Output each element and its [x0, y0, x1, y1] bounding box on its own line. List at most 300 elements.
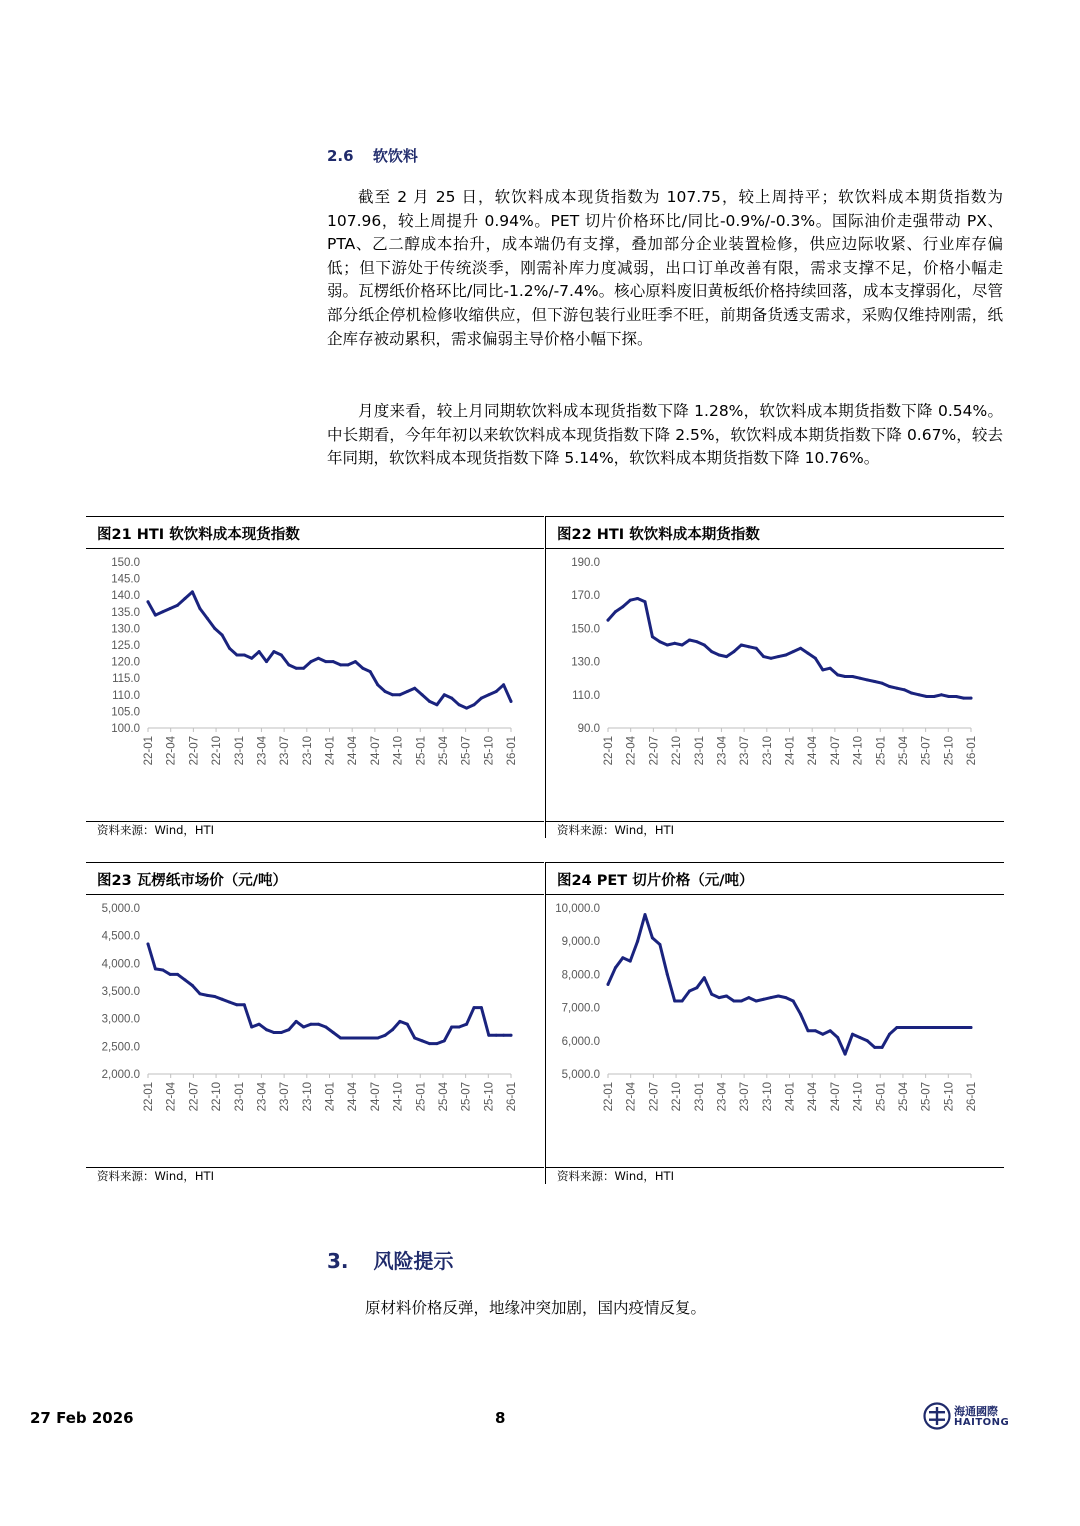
- data-point: [666, 644, 669, 647]
- data-point: [258, 1023, 261, 1026]
- x-tick-label: 24-07: [829, 1082, 842, 1112]
- y-tick-label: 145.0: [111, 573, 140, 586]
- data-point: [510, 700, 513, 703]
- data-point: [777, 995, 780, 998]
- y-tick-label: 5,000.0: [561, 1069, 600, 1081]
- data-point: [339, 1037, 342, 1040]
- y-tick-label: 150.0: [571, 623, 600, 636]
- x-tick-label: 23-01: [233, 736, 246, 766]
- x-tick-label: 25-04: [897, 736, 910, 766]
- data-point: [770, 657, 773, 660]
- y-tick-label: 90.0: [577, 723, 600, 735]
- data-point: [391, 1028, 394, 1031]
- x-tick-label: 24-07: [829, 736, 842, 766]
- data-point: [339, 663, 342, 666]
- data-point: [814, 1029, 817, 1032]
- data-point: [191, 984, 194, 987]
- data-point: [161, 610, 164, 613]
- data-point: [888, 685, 891, 688]
- data-point: [940, 693, 943, 696]
- data-point: [688, 639, 691, 642]
- y-tick-label: 10,000.0: [555, 903, 600, 915]
- data-point: [176, 973, 179, 976]
- data-point: [688, 990, 691, 993]
- figure-source: 资料来源：Wind，HTI: [97, 823, 214, 837]
- line-chart: [86, 900, 544, 1166]
- data-point: [895, 687, 898, 690]
- data-point: [933, 695, 936, 698]
- data-point: [502, 683, 505, 686]
- x-tick-label: 26-01: [506, 1082, 518, 1112]
- x-tick-label: 26-01: [966, 1082, 978, 1112]
- x-tick-label: 23-07: [739, 736, 752, 766]
- data-point: [458, 703, 461, 706]
- figure-24: [545, 862, 1004, 1184]
- data-point: [925, 1026, 928, 1029]
- x-tick-label: 24-01: [784, 1082, 797, 1112]
- data-point: [154, 967, 157, 970]
- data-point: [376, 1037, 379, 1040]
- x-tick-label: 23-07: [279, 736, 292, 766]
- x-tick-label: 25-10: [483, 1082, 496, 1112]
- x-tick-label: 24-04: [347, 736, 360, 766]
- data-point: [851, 675, 854, 678]
- data-point: [614, 610, 617, 613]
- data-point: [458, 1026, 461, 1029]
- x-tick-label: 22-07: [188, 1082, 201, 1112]
- figure-header: [546, 862, 1004, 895]
- x-tick-label: 22-04: [165, 736, 178, 766]
- y-tick-label: 190.0: [571, 557, 600, 569]
- x-tick-label: 23-10: [301, 1082, 314, 1112]
- data-point: [154, 614, 157, 617]
- data-point: [740, 1000, 743, 1003]
- line-chart: [546, 900, 1004, 1166]
- data-point: [970, 1026, 973, 1029]
- x-tick-label: 22-04: [165, 1082, 178, 1112]
- data-point: [317, 1023, 320, 1026]
- data-point: [873, 1046, 876, 1049]
- y-tick-label: 105.0: [111, 706, 140, 719]
- y-tick-label: 110.0: [112, 689, 140, 702]
- data-point: [903, 688, 906, 691]
- data-point: [398, 693, 401, 696]
- data-point: [695, 986, 698, 989]
- data-point: [918, 693, 921, 696]
- data-point: [895, 1026, 898, 1029]
- x-tick-label: 25-10: [483, 736, 496, 766]
- data-point: [762, 655, 765, 658]
- data-point: [324, 660, 327, 663]
- y-tick-label: 9,000.0: [561, 936, 600, 949]
- y-tick-label: 130.0: [571, 656, 600, 669]
- data-point: [799, 647, 802, 650]
- y-tick-label: 135.0: [111, 606, 140, 619]
- figure-row: [86, 862, 1003, 1184]
- data-point: [228, 1001, 231, 1004]
- data-point: [770, 996, 773, 999]
- data-point: [873, 680, 876, 683]
- x-tick-label: 24-10: [392, 1082, 405, 1112]
- x-tick-label: 23-07: [279, 1082, 292, 1112]
- data-point: [272, 650, 275, 653]
- data-point: [933, 1026, 936, 1029]
- data-point: [317, 657, 320, 660]
- data-point: [725, 655, 728, 658]
- page-number: 8: [495, 1409, 506, 1427]
- data-point: [280, 654, 283, 657]
- x-tick-label: 26-01: [506, 736, 518, 766]
- data-point: [213, 627, 216, 630]
- x-tick-label: 23-04: [716, 736, 729, 766]
- data-point: [718, 654, 721, 657]
- data-point: [369, 670, 372, 673]
- x-tick-label: 25-07: [920, 736, 933, 766]
- x-tick-label: 24-04: [807, 736, 820, 766]
- data-point: [443, 1039, 446, 1042]
- data-point: [658, 943, 661, 946]
- data-point: [621, 956, 624, 959]
- data-point: [435, 1042, 438, 1045]
- data-point: [644, 600, 647, 603]
- data-point: [673, 1000, 676, 1003]
- y-tick-label: 3,000.0: [101, 1013, 140, 1026]
- data-point: [450, 697, 453, 700]
- x-tick-label: 22-10: [671, 1082, 684, 1112]
- series-line: [608, 915, 971, 1055]
- data-point: [725, 995, 728, 998]
- logo-text-en: HAITONG: [954, 1417, 1010, 1428]
- x-tick-label: 25-01: [415, 1082, 428, 1112]
- x-tick-label: 23-10: [301, 736, 314, 766]
- data-point: [955, 1026, 958, 1029]
- series-line: [148, 944, 511, 1044]
- y-tick-label: 130.0: [111, 623, 140, 636]
- x-tick-label: 25-10: [943, 1082, 956, 1112]
- data-point: [413, 1037, 416, 1040]
- y-tick-label: 120.0: [111, 656, 140, 669]
- data-point: [955, 695, 958, 698]
- data-point: [243, 1003, 246, 1006]
- data-point: [962, 1026, 965, 1029]
- data-point: [413, 687, 416, 690]
- figure-23: [86, 862, 544, 1184]
- data-point: [169, 607, 172, 610]
- figure-header: [546, 516, 1004, 549]
- x-tick-label: 25-01: [875, 1082, 888, 1112]
- data-point: [450, 1026, 453, 1029]
- data-point: [287, 663, 290, 666]
- data-point: [243, 654, 246, 657]
- data-point: [280, 1031, 283, 1034]
- data-point: [221, 998, 224, 1001]
- data-point: [710, 650, 713, 653]
- data-point: [421, 693, 424, 696]
- data-point: [369, 1037, 372, 1040]
- figure-22: [545, 516, 1004, 838]
- data-point: [176, 604, 179, 607]
- x-tick-label: 25-04: [437, 736, 450, 766]
- data-point: [384, 1034, 387, 1037]
- data-point: [962, 697, 965, 700]
- figure-title: 图24 PET 切片价格（元/吨）: [557, 873, 754, 889]
- data-point: [881, 1046, 884, 1049]
- data-point: [324, 1026, 327, 1029]
- x-tick-label: 24-04: [807, 1082, 820, 1112]
- y-tick-label: 140.0: [111, 590, 140, 603]
- x-tick-label: 23-04: [256, 736, 269, 766]
- data-point: [821, 668, 824, 671]
- data-point: [295, 667, 298, 670]
- data-point: [465, 1023, 468, 1026]
- data-point: [718, 996, 721, 999]
- risk-title: 风险提示: [373, 1249, 454, 1273]
- data-point: [169, 973, 172, 976]
- series-line: [608, 599, 971, 699]
- y-tick-label: 100.0: [111, 723, 140, 735]
- x-tick-label: 24-07: [369, 736, 382, 766]
- y-tick-label: 2,000.0: [101, 1069, 140, 1081]
- data-point: [918, 1026, 921, 1029]
- data-point: [310, 660, 313, 663]
- data-point: [198, 607, 201, 610]
- data-point: [755, 647, 758, 650]
- data-point: [332, 660, 335, 663]
- x-tick-label: 22-01: [603, 1082, 615, 1112]
- y-tick-label: 115.0: [112, 673, 140, 686]
- data-point: [473, 703, 476, 706]
- x-tick-label: 24-01: [324, 1082, 337, 1112]
- figure-source: 资料来源：Wind，HTI: [557, 823, 674, 837]
- data-point: [235, 1003, 238, 1006]
- data-point: [347, 663, 350, 666]
- data-point: [636, 940, 639, 943]
- data-point: [302, 1026, 305, 1029]
- data-point: [666, 973, 669, 976]
- data-point: [206, 617, 209, 620]
- series-line: [148, 592, 511, 708]
- figure-title: 图22 HTI 软饮料成本期货指数: [557, 527, 760, 543]
- data-point: [228, 647, 231, 650]
- data-point: [829, 1029, 832, 1032]
- x-tick-label: 23-04: [716, 1082, 729, 1112]
- data-point: [376, 683, 379, 686]
- haitong-logo: [923, 1402, 1013, 1432]
- data-point: [465, 707, 468, 710]
- x-tick-label: 22-10: [671, 736, 684, 766]
- x-tick-label: 22-01: [143, 1082, 155, 1112]
- data-point: [354, 660, 357, 663]
- data-point: [799, 1013, 802, 1016]
- figure-source: 资料来源：Wind，HTI: [97, 1169, 214, 1183]
- x-tick-label: 22-10: [211, 736, 224, 766]
- data-point: [213, 995, 216, 998]
- x-tick-label: 25-07: [920, 1082, 933, 1112]
- data-point: [777, 655, 780, 658]
- data-point: [695, 640, 698, 643]
- x-tick-label: 26-01: [966, 736, 978, 766]
- y-tick-label: 2,500.0: [101, 1041, 140, 1054]
- data-point: [821, 1033, 824, 1036]
- x-tick-label: 22-04: [625, 736, 638, 766]
- x-tick-label: 22-07: [188, 736, 201, 766]
- figure-row: [86, 516, 1003, 838]
- section-title: 软饮料: [372, 147, 418, 165]
- data-point: [428, 700, 431, 703]
- figure-header: [86, 516, 544, 549]
- y-tick-label: 150.0: [111, 557, 140, 569]
- data-point: [858, 1036, 861, 1039]
- data-point: [681, 1000, 684, 1003]
- data-point: [265, 1028, 268, 1031]
- data-point: [792, 1000, 795, 1003]
- data-point: [302, 667, 305, 670]
- risk-number: 3.: [327, 1249, 349, 1273]
- x-tick-label: 23-10: [761, 1082, 774, 1112]
- data-point: [295, 1020, 298, 1023]
- data-point: [866, 1039, 869, 1042]
- data-point: [673, 642, 676, 645]
- data-point: [347, 1037, 350, 1040]
- paragraph: 截至 2 月 25 日，软饮料成本现货指数为 107.75，较上周持平；软饮料成本期货指数为 107.96，较上周提升 0.94%。PET 切片价格环比/同比-0.9%/-0.3%。国际油价走强带动 PX、PTA、乙二醇成本抬升，成本端仍有支撑，叠加部分企业装置检修，供应边际收紧、行业库存偏低；但下游处于传统淡季，刚需补库力度减弱，出口订单改善有限，需求支撑不足，价格小幅走弱。瓦楞纸价格环比/同比-1.2%/-7.4%。核心原料废旧黄板纸价格持续回落，成本支撑弱化，尽管部分纸企停机检修收缩供应，但下游包装行业旺季不旺，前期备货透支需求，采购仅维持刚需，纸企库存被动累积，需求偏弱主导价格小幅下探。: [327, 188, 1003, 348]
- data-point: [747, 996, 750, 999]
- x-tick-label: 25-01: [415, 736, 428, 766]
- x-tick-label: 24-10: [392, 736, 405, 766]
- data-point: [206, 994, 209, 997]
- x-tick-label: 24-07: [369, 1082, 382, 1112]
- data-point: [881, 682, 884, 685]
- data-point: [250, 1026, 253, 1029]
- line-chart: [86, 554, 544, 820]
- data-point: [495, 1034, 498, 1037]
- data-point: [184, 978, 187, 981]
- data-point: [480, 697, 483, 700]
- data-point: [406, 1023, 409, 1026]
- data-point: [866, 678, 869, 681]
- data-point: [807, 652, 810, 655]
- x-tick-label: 22-07: [648, 736, 661, 766]
- data-point: [354, 1037, 357, 1040]
- footer-date: 27 Feb 2026: [30, 1409, 134, 1427]
- x-tick-label: 22-01: [143, 736, 155, 766]
- data-point: [629, 599, 632, 602]
- x-tick-label: 24-04: [347, 1082, 360, 1112]
- data-point: [732, 1000, 735, 1003]
- y-tick-label: 170.0: [571, 590, 600, 603]
- data-point: [198, 992, 201, 995]
- x-tick-label: 25-07: [460, 1082, 473, 1112]
- data-point: [614, 966, 617, 969]
- logo-text-cn: 海通國際: [954, 1405, 998, 1418]
- risk-heading: [327, 1245, 453, 1274]
- data-point: [287, 1028, 290, 1031]
- data-point: [487, 1034, 490, 1037]
- data-point: [947, 695, 950, 698]
- data-point: [925, 695, 928, 698]
- y-tick-label: 125.0: [111, 640, 140, 652]
- data-point: [844, 675, 847, 678]
- y-tick-label: 4,500.0: [101, 930, 140, 943]
- data-point: [221, 634, 224, 637]
- data-point: [644, 913, 647, 916]
- data-point: [651, 936, 654, 939]
- x-tick-label: 25-01: [875, 736, 888, 766]
- x-tick-label: 23-04: [256, 1082, 269, 1112]
- data-point: [480, 1006, 483, 1009]
- data-point: [435, 703, 438, 706]
- data-point: [361, 667, 364, 670]
- figure-21: [86, 516, 544, 838]
- section-heading: [327, 145, 418, 166]
- x-tick-label: 25-07: [460, 736, 473, 766]
- data-point: [310, 1023, 313, 1026]
- data-point: [391, 693, 394, 696]
- data-point: [332, 1031, 335, 1034]
- x-tick-label: 22-04: [625, 1082, 638, 1112]
- data-point: [792, 650, 795, 653]
- data-point: [740, 644, 743, 647]
- data-point: [384, 690, 387, 693]
- y-tick-label: 3,500.0: [101, 986, 140, 998]
- data-point: [851, 1033, 854, 1036]
- data-point: [844, 1053, 847, 1056]
- data-point: [836, 673, 839, 676]
- data-point: [629, 960, 632, 963]
- haitong-logo-icon: [923, 1402, 951, 1430]
- data-point: [443, 693, 446, 696]
- data-point: [621, 605, 624, 608]
- x-tick-label: 23-10: [761, 736, 774, 766]
- x-tick-label: 24-10: [852, 736, 865, 766]
- y-tick-label: 7,000.0: [561, 1002, 600, 1015]
- x-tick-label: 23-01: [693, 736, 706, 766]
- section-number: 2.6: [327, 147, 354, 165]
- data-point: [636, 597, 639, 600]
- data-point: [829, 667, 832, 670]
- y-tick-label: 5,000.0: [101, 903, 140, 915]
- data-point: [361, 1037, 364, 1040]
- data-point: [147, 943, 150, 946]
- figure-header: [86, 862, 544, 895]
- data-point: [235, 654, 238, 657]
- line-chart: [546, 554, 1004, 820]
- y-tick-label: 6,000.0: [561, 1035, 600, 1048]
- data-point: [473, 1006, 476, 1009]
- data-point: [747, 645, 750, 648]
- data-point: [191, 590, 194, 593]
- y-tick-label: 110.0: [572, 689, 600, 702]
- data-point: [910, 1026, 913, 1029]
- data-point: [406, 690, 409, 693]
- data-point: [161, 969, 164, 972]
- risk-text: 原材料价格反弹，地缘冲突加剧，国内疫情反复。: [365, 1299, 707, 1317]
- data-point: [510, 1034, 513, 1037]
- data-point: [858, 677, 861, 680]
- data-point: [428, 1042, 431, 1045]
- data-point: [814, 657, 817, 660]
- data-point: [732, 650, 735, 653]
- data-point: [681, 644, 684, 647]
- data-point: [940, 1026, 943, 1029]
- data-point: [903, 1026, 906, 1029]
- x-tick-label: 23-01: [693, 1082, 706, 1112]
- data-point: [487, 693, 490, 696]
- y-tick-label: 4,000.0: [101, 958, 140, 971]
- data-point: [607, 983, 610, 986]
- x-tick-label: 25-10: [943, 736, 956, 766]
- data-point: [784, 996, 787, 999]
- x-tick-label: 23-01: [233, 1082, 246, 1112]
